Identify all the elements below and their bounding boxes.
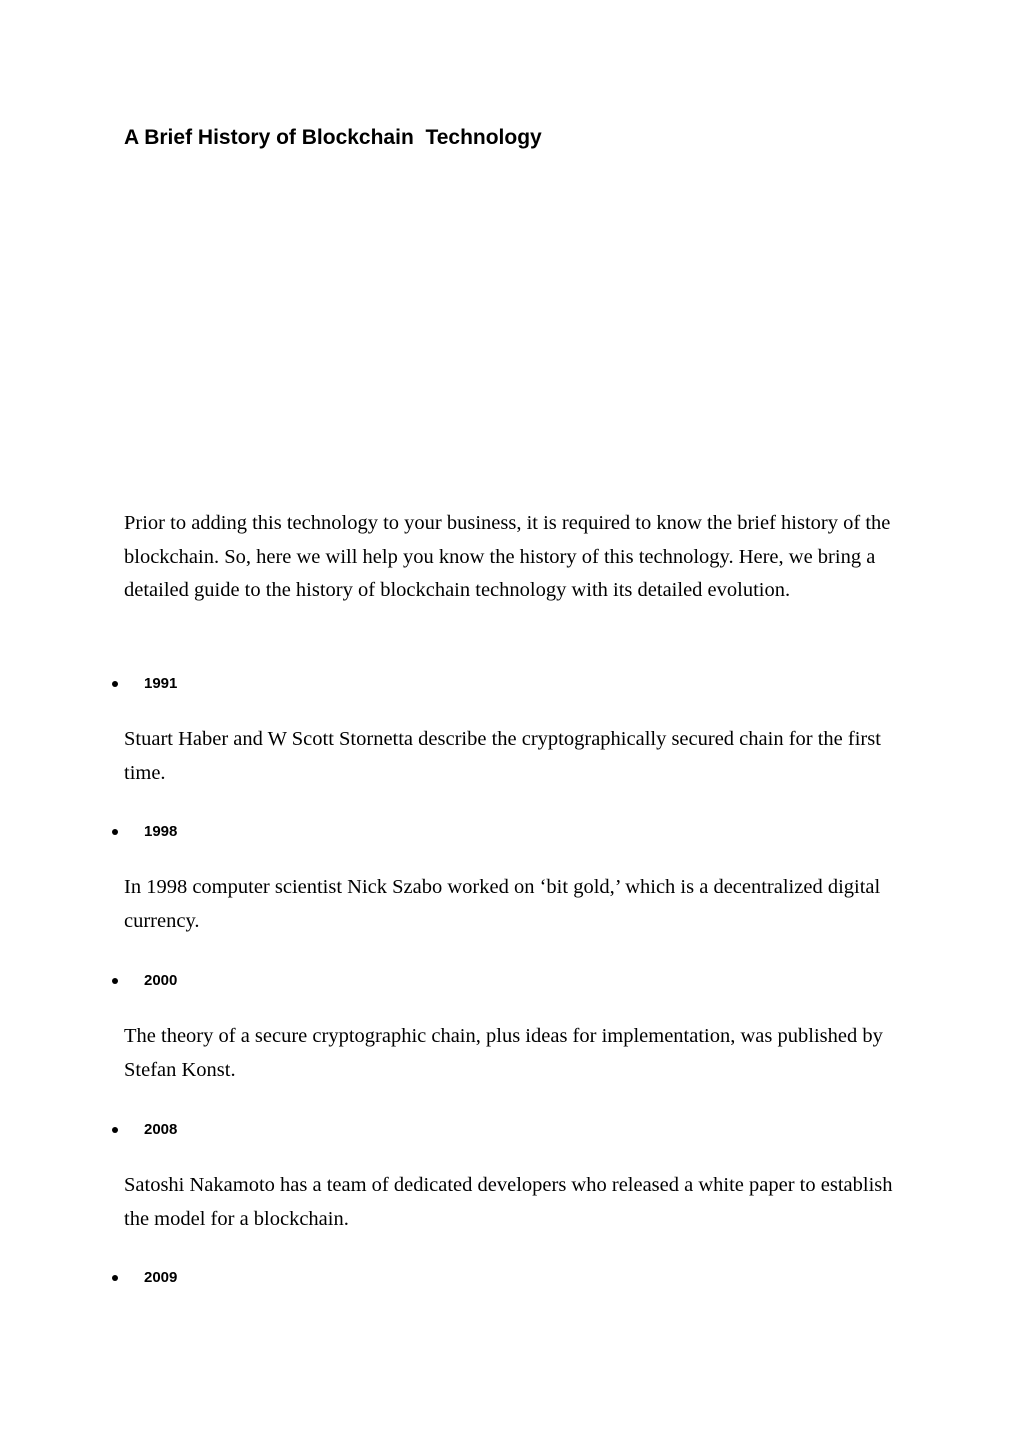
timeline-description: Stuart Haber and W Scott Stornetta describe the cryptographically secured chain for the first time. xyxy=(124,728,881,784)
timeline-description: The theory of a secure cryptographic chain, plus ideas for implementation, was published by Stefan Konst. xyxy=(124,1025,883,1081)
document-title: A Brief History of Blockchain Technology xyxy=(124,126,542,149)
timeline-year: 2009 xyxy=(144,1269,178,1286)
bullet-icon xyxy=(112,978,118,984)
timeline-year: 1998 xyxy=(144,823,178,840)
bullet-icon xyxy=(112,1275,118,1281)
bullet-icon xyxy=(112,681,118,687)
bullet-icon xyxy=(112,829,118,835)
timeline-year: 2008 xyxy=(144,1121,178,1138)
timeline-year: 1991 xyxy=(144,675,178,692)
bullet-icon xyxy=(112,1127,118,1133)
timeline-description: In 1998 computer scientist Nick Szabo worked on ‘bit gold,’ which is a decentralized digital currency. xyxy=(124,876,881,932)
intro-paragraph: Prior to adding this technology to your business, it is required to know the brief history of the blockchain. So, here we will help you know the history of this technology. Here, we bring a detailed guide to the history of blockchain technology with its detailed evolution. xyxy=(124,512,891,602)
timeline-year: 2000 xyxy=(144,972,178,989)
timeline-description: Satoshi Nakamoto has a team of dedicated developers who released a white paper to establish the model for a blockchain. xyxy=(124,1174,893,1230)
